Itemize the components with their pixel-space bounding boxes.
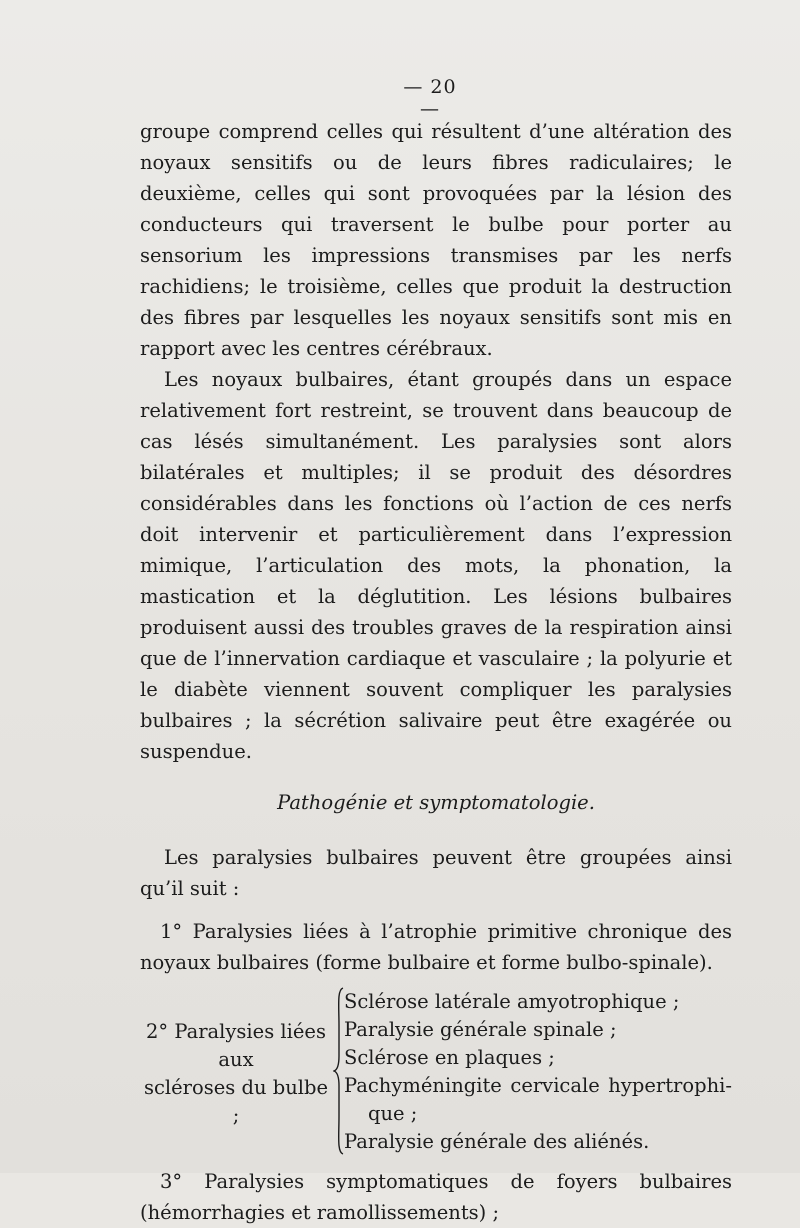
sclerosis-entry: Paralysie générale spinale ;: [344, 1018, 617, 1041]
paragraph-1: groupe comprend celles qui résultent d’une altération des noyaux sensitifs ou de leurs fibres radiculaires; le deuxième, celles qui sont provoquées par la lésion des conducteurs qui traversent le bulbe pour porter au sensorium les impressions transmises par les nerfs rachidiens; le troisième, celles que produit la destruction des fibres par lesquelles les noyaux sensitifs sont mis en rapport avec les centres cérébraux.: [140, 120, 732, 360]
paragraph-3: Les paralysies bulbaires peuvent être groupées ainsi qu’il suit :: [140, 846, 732, 900]
body-text: [140, 116, 732, 1228]
sclerosis-entry: que ;: [368, 1102, 418, 1125]
sclerosis-entry: Paralysie générale des aliénés.: [344, 1130, 650, 1153]
sclerosis-entry: Sclérose en plaques ;: [344, 1046, 555, 1069]
list-item-2-entries: [344, 988, 732, 1156]
list-item-2-label: 2° Paralysies liées aux scléroses du bulbe ;: [143, 1020, 329, 1127]
sclerosis-entry: Sclérose latérale amyotrophique ;: [344, 990, 680, 1013]
list-item-3: 3° Paralysies symptomatiques de foyers bulbaires (hémorrhagies et ramollissements) ;: [140, 1170, 732, 1224]
list-item-2: [140, 988, 732, 1154]
sclerosis-entry: Pachyméningite cervicale hypertrophi-: [344, 1074, 732, 1097]
section-heading: Pathogénie et symptomatologie.: [277, 791, 595, 814]
list-item-1: 1° Paralysies liées à l’atrophie primitive chronique des noyaux bulbaires (forme bulbaire et forme bulbo-spinale).: [140, 920, 732, 974]
page-number: — 20 —: [403, 76, 457, 120]
paragraph-2: Les noyaux bulbaires, étant groupés dans un espace relativement fort restreint, se trouvent dans beaucoup de cas lésés simultanément. Les paralysies sont alors bilatérales et multiples; il se produit des désordres considérables dans les fonctions où l’action de ces nerfs doit intervenir et particulièrement dans l’expression mimique, l’articulation des mots, la phonation, la mastication et la déglutition. Les lésions bulbaires produisent aussi des troubles graves de la respiration ainsi que de l’innervation cardiaque et vasculaire ; la polyurie et le diabète viennent souvent compliquer les paralysies bulbaires ; la sécrétion salivaire peut être exagérée ou suspendue.: [140, 368, 732, 763]
